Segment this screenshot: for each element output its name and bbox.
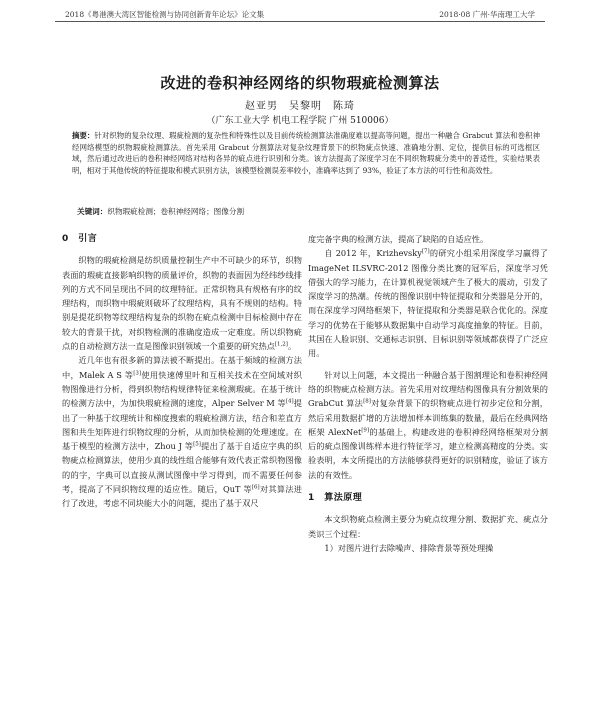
header-proceedings: 2018《粤港澳大湾区智能检测与协同创新青年论坛》论文集: [65, 10, 265, 19]
citation: [4]: [285, 398, 294, 405]
keywords-label: 关键词：: [77, 207, 108, 216]
keywords-text: 织物瑕疵检测；卷积神经网络；图像分割: [107, 207, 245, 216]
citation: [3]: [133, 369, 142, 376]
right-column: [308, 232, 548, 555]
abstract: [72, 130, 540, 176]
page-header: [55, 7, 545, 22]
paragraph: 近几年也有很多新的算法被不断提出。在基于频域的检测方法中，Malek A S 等[3]使用快速傅里叶和互相关技术在空间域对织物图像进行分析，得到织物结构规律特征来检测瑕疵。在基于统计的检测方法中，为加快瑕疵检测的速度，Alper Selver M 等[4]提出了一种基于纹理统计和梯度搜索的瑕疵检测方法，结合和差直方图和共生矩阵进行织物纹理的分析，从而加快检测的处理速度。在基于模型的检测方法中，Zhou J 等[5]提出了基于自适应字典的织物疵点检测算法，使用少真的线性组合能够有效代表正常织物图像的的字，字典可以直接从测试图像中学习得到，而不需要任何参考，提高了不同织物纹理的适应性。随后，QuT 等[6]对其算法进行了改进，考虑不同块能大小的问题，提出了基于双尺: [62, 355, 302, 509]
paper-title: 改进的卷积神经网络的织物瑕疵检测算法: [160, 74, 440, 92]
left-column: [62, 232, 302, 511]
keywords: [77, 206, 537, 217]
citation: [5]: [193, 441, 201, 448]
citation: [7]: [421, 248, 430, 255]
citation: [8]: [363, 398, 371, 405]
paragraph: 本文织物疵点检测主要分为疵点纹理分割、数据扩充、疵点分类识三个过程：: [308, 514, 548, 539]
paper-affiliation: （广东工业大学 机电工程学院 广州 510006）: [206, 116, 394, 126]
paragraph: 度完备字典的检测方法，提高了缺陷的自适应性。: [308, 234, 489, 244]
paragraph: 织物的瑕疵检测是纺织质量控制生产中不可缺少的环节，织物表面的瑕疵直接影响织物的质量评价，织物的表面因为经纬纱线排列的方式不同呈现出不同的纹理特征。正常织物具有规格有序的纹理结构，而织物中瑕疵则破坏了纹理结构，具有不规则的结构。特别是提花织物等纹理结构复杂的织物在疵点检测中目标检测中存在较大的背景干扰，对织物检测的准确度造成一定难度。所以织物疵点的自动检测方法一直是图像识别领域一个重要的研究热点[1,2]。: [62, 255, 302, 352]
header-venue: 2018·08 广州·华南理工大学: [439, 10, 535, 19]
section-heading-algorithm: 1 算法原理: [308, 493, 363, 504]
citation: [9]: [361, 427, 370, 434]
abstract-label: 摘要：: [72, 131, 95, 140]
paragraph: 针对以上问题，本文提出一种融合基于图割理论和卷积神经网络的织物疵点检测方法。首先采用对纹理结构图像具有分割效果的 GrabCut 算法[8]对复杂背景下的织物疵点进行初步定位和分割，然后采用数据扩增的方法增加样本训练集的数量，最后在经典网络框架 AlexNet[9]的基础上，构建改进的卷积神经网络框架对分割后的疵点图像训练样本进行特征学习，建立检测高精度的分类。实验表明，本文所提出的方法能够获得更好的识别精度，验证了该方法的有效性。: [308, 369, 548, 480]
paper-authors: 赵亚男 吴黎明 陈琦: [245, 101, 355, 112]
paragraph: 自 2012 年，Krizhevsky[7]的研究小组采用深度学习赢得了 ImageNet ILSVRC-2012 图像分类比赛的冠军后，深度学习凭借强大的学习能力，在计算机视觉领域产生了极大的震动，引发了深度学习的热潮。传统的图像识别中特征提取和分类器是分开的，而在深度学习网络框架下，特征提取和分类器是联合优化的。深度学习的优势在于能够从数据集中自动学习高度抽象的特征。目前，其国在人脸识别、交通标志识别、目标识别等领域都获得了广泛应用。: [308, 248, 548, 359]
paragraph: 1）对图片进行去除噪声、排除背景等预处理操: [324, 542, 494, 553]
section-heading-introduction: 0 引言: [62, 234, 98, 244]
citation: [1,2]: [274, 341, 288, 348]
abstract-text: 针对织物的复杂纹理、瑕疵检测的复杂性和特殊性以及目前传统检测算法准确度难以提高等问题，提出一种融合 Grabcut 算法和卷积神经网络模型的织物瑕疵检测算法。首先采用 Grabcut 分割算法对复杂纹理背景下的织物疵点快速、准确地分割、定位，提供目标的可选框区域，然后通过改进后的卷积神经网络对结构各异的疵点进行识别和分类。该方法提高了深度学习在不同织物瑕疵分类中的普适性，实验结果表明，相对于其他传统的特征提取和模式识别方法，该模型检测误差率较小，准确率达到了 93%，验证了本方法的可行性和高效性。: [72, 131, 540, 175]
citation: [6]: [251, 484, 260, 491]
